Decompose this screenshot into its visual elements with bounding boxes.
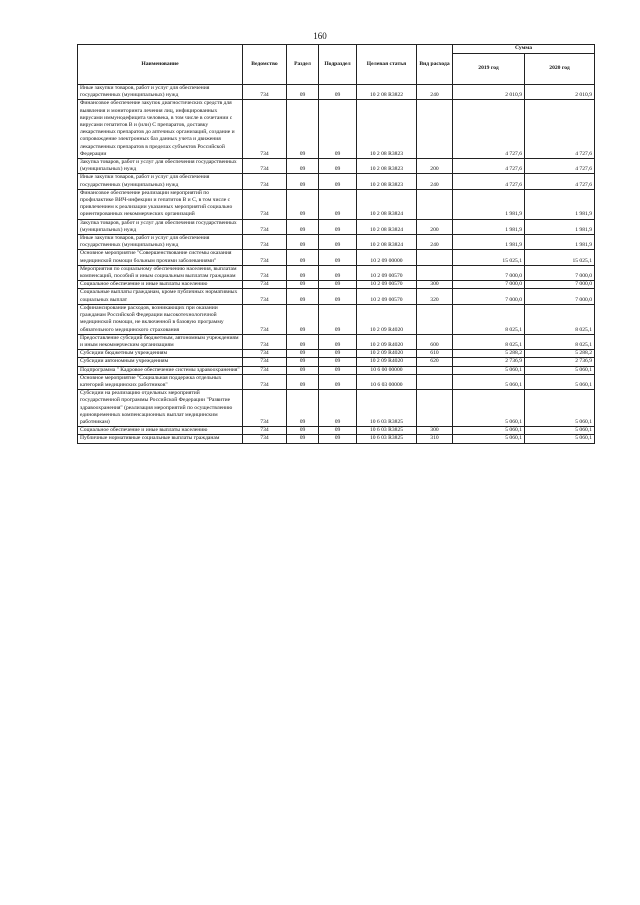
row-2020: 5 060,1 xyxy=(525,427,595,435)
row-target: 10 2 08 R3824 xyxy=(357,235,417,250)
row-target: 10 2 08 R3822 xyxy=(357,85,417,100)
row-dept: 734 xyxy=(243,358,287,366)
row-dept: 734 xyxy=(243,435,287,443)
row-subsection: 09 xyxy=(319,85,357,100)
row-subsection: 09 xyxy=(319,374,357,389)
row-name: Закупка товаров, работ и услуг для обеспечения государственных (муниципальных) нужд xyxy=(78,159,243,174)
row-subsection: 09 xyxy=(319,235,357,250)
row-2020: 2 010,9 xyxy=(525,85,595,100)
row-subsection: 09 xyxy=(319,390,357,427)
row-type: 620 xyxy=(417,358,453,366)
row-subsection: 09 xyxy=(319,265,357,280)
table-row xyxy=(78,85,595,100)
row-subsection: 09 xyxy=(319,427,357,435)
row-type: 240 xyxy=(417,174,453,189)
row-2019: 8 025,1 xyxy=(453,334,525,349)
row-name: Субсидии на реализацию отдельных мероприятий государственной программы Российской Федерации "Развитие здравоохранения" (реализация мероприятий по осуществлению единовременных компенсационных выплат медицинским работникам) xyxy=(78,390,243,427)
row-subsection: 09 xyxy=(319,100,357,159)
row-2019: 2 736,9 xyxy=(453,358,525,366)
row-2019: 1 981,9 xyxy=(453,189,525,219)
header-target: Целевая статья xyxy=(357,45,417,85)
row-dept: 734 xyxy=(243,289,287,304)
row-2020: 7 000,0 xyxy=(525,289,595,304)
table-row xyxy=(78,100,595,159)
row-name: Иные закупки товаров, работ и услуг для обеспечения государственных (муниципальных) нужд xyxy=(78,235,243,250)
table-row xyxy=(78,304,595,334)
row-type xyxy=(417,189,453,219)
row-section: 09 xyxy=(287,366,319,374)
row-2020: 8 025,1 xyxy=(525,304,595,334)
row-target: 10 6 03 R3825 xyxy=(357,390,417,427)
row-dept: 734 xyxy=(243,334,287,349)
header-subsection: Подраздел xyxy=(319,45,357,85)
row-section: 09 xyxy=(287,350,319,358)
row-type: 240 xyxy=(417,235,453,250)
row-name: Субсидии бюджетным учреждениям xyxy=(78,350,243,358)
row-name: Подпрограмма " Кадровое обеспечение системы здравоохранения" xyxy=(78,366,243,374)
row-name: Публичные нормативные социальные выплаты гражданам xyxy=(78,435,243,443)
row-dept: 734 xyxy=(243,174,287,189)
table-row xyxy=(78,281,595,289)
row-subsection: 09 xyxy=(319,435,357,443)
row-dept: 734 xyxy=(243,427,287,435)
table-row xyxy=(78,250,595,265)
row-name: Основное мероприятие "Совершенствование системы оказания медицинской помощи больным прочими заболеваниями" xyxy=(78,250,243,265)
row-2019: 5 060,1 xyxy=(453,427,525,435)
table-row xyxy=(78,350,595,358)
row-2019: 1 981,9 xyxy=(453,235,525,250)
row-type xyxy=(417,100,453,159)
row-section: 09 xyxy=(287,374,319,389)
row-2019: 5 060,1 xyxy=(453,390,525,427)
row-subsection: 09 xyxy=(319,304,357,334)
row-2019: 5 060,1 xyxy=(453,435,525,443)
row-section: 09 xyxy=(287,85,319,100)
row-section: 09 xyxy=(287,289,319,304)
table-row xyxy=(78,390,595,427)
row-target: 10 2 09 00000 xyxy=(357,250,417,265)
row-name: Субсидии автономным учреждениям xyxy=(78,358,243,366)
header-section: Раздел xyxy=(287,45,319,85)
row-dept: 734 xyxy=(243,374,287,389)
row-target: 10 2 09 00570 xyxy=(357,289,417,304)
row-type: 300 xyxy=(417,427,453,435)
row-2020: 5 288,2 xyxy=(525,350,595,358)
row-target: 10 2 09 00570 xyxy=(357,281,417,289)
row-2019: 2 010,9 xyxy=(453,85,525,100)
row-2020: 5 060,1 xyxy=(525,435,595,443)
row-2020: 8 025,1 xyxy=(525,334,595,349)
row-2020: 4 727,6 xyxy=(525,100,595,159)
row-type xyxy=(417,265,453,280)
row-name: Мероприятия по социальному обеспечению населения, выплатам компенсаций, пособий и иным социальным выплатам гражданам xyxy=(78,265,243,280)
row-section: 09 xyxy=(287,219,319,234)
row-2019: 7 000,0 xyxy=(453,289,525,304)
row-target: 10 6 03 00000 xyxy=(357,374,417,389)
row-section: 09 xyxy=(287,100,319,159)
row-type: 610 xyxy=(417,350,453,358)
row-name: Финансовое обеспечение закупок диагностических средств для выявления и мониторинга лечения лиц, инфицированных вирусами иммунодефицита человека, в том числе в сочетании с вирусами гепатитов В и (или) С препаратов, доставку лекарственных препаратов до аптечных организаций, создание и сопровождение электронных баз данных учета и движения лекарственных препаратов в пределах субъектов Российской Федерации xyxy=(78,100,243,159)
header-2019: 2019 год xyxy=(453,54,525,85)
page-number: 160 xyxy=(313,31,327,41)
row-section: 09 xyxy=(287,189,319,219)
row-target: 10 2 09 R4020 xyxy=(357,334,417,349)
table-row xyxy=(78,427,595,435)
row-type: 600 xyxy=(417,334,453,349)
row-subsection: 09 xyxy=(319,219,357,234)
table-row xyxy=(78,289,595,304)
row-2019: 5 060,1 xyxy=(453,366,525,374)
row-name: Финансовое обеспечение реализации мероприятий по профилактике ВИЧ-инфекции и гепатитов В и С, в том числе с привлечением к реализации указанных мероприятий социально ориентированных некоммерческих организаций xyxy=(78,189,243,219)
row-type xyxy=(417,250,453,265)
row-name: Иные закупки товаров, работ и услуг для обеспечения государственных (муниципальных) нужд xyxy=(78,85,243,100)
header-name: Наименование xyxy=(78,45,243,85)
table-row xyxy=(78,265,595,280)
row-2019: 1 981,9 xyxy=(453,219,525,234)
row-type: 200 xyxy=(417,159,453,174)
row-dept: 734 xyxy=(243,235,287,250)
row-dept: 734 xyxy=(243,281,287,289)
row-dept: 734 xyxy=(243,159,287,174)
row-2020: 5 060,1 xyxy=(525,374,595,389)
row-2019: 8 025,1 xyxy=(453,304,525,334)
row-dept: 734 xyxy=(243,366,287,374)
table-row xyxy=(78,435,595,443)
row-section: 09 xyxy=(287,427,319,435)
row-subsection: 09 xyxy=(319,250,357,265)
row-section: 09 xyxy=(287,235,319,250)
row-target: 10 6 03 R3825 xyxy=(357,427,417,435)
row-2019: 4 727,6 xyxy=(453,159,525,174)
table-row xyxy=(78,219,595,234)
header-sum: Сумма xyxy=(453,45,595,54)
row-dept: 734 xyxy=(243,189,287,219)
row-subsection: 09 xyxy=(319,281,357,289)
row-2020: 15 025,1 xyxy=(525,250,595,265)
row-2019: 7 000,0 xyxy=(453,281,525,289)
row-subsection: 09 xyxy=(319,350,357,358)
row-section: 09 xyxy=(287,265,319,280)
row-name: Закупка товаров, работ и услуг для обеспечения государственных (муниципальных) нужд xyxy=(78,219,243,234)
row-name: Социальные выплаты гражданам, кроме публичных нормативных социальных выплат xyxy=(78,289,243,304)
row-section: 09 xyxy=(287,159,319,174)
row-target: 10 6 03 R3825 xyxy=(357,435,417,443)
budget-table xyxy=(77,44,595,444)
header-dept: Ведомство xyxy=(243,45,287,85)
row-dept: 734 xyxy=(243,100,287,159)
row-subsection: 09 xyxy=(319,189,357,219)
row-2020: 4 727,6 xyxy=(525,174,595,189)
row-2019: 5 060,1 xyxy=(453,374,525,389)
row-type xyxy=(417,390,453,427)
row-dept: 734 xyxy=(243,219,287,234)
row-type: 200 xyxy=(417,219,453,234)
row-dept: 734 xyxy=(243,265,287,280)
row-name: Социальное обеспечение и иные выплаты населению xyxy=(78,427,243,435)
row-section: 09 xyxy=(287,174,319,189)
table-row xyxy=(78,374,595,389)
row-type xyxy=(417,304,453,334)
row-name: Софинансирование расходов, возникающих при оказании гражданам Российской Федерации высокотехнологичной медицинской помощи, не включенной в базовую программу обязательного медицинского страхования xyxy=(78,304,243,334)
row-2020: 1 981,9 xyxy=(525,189,595,219)
row-type: 240 xyxy=(417,85,453,100)
row-section: 09 xyxy=(287,390,319,427)
row-type: 300 xyxy=(417,281,453,289)
row-2020: 1 981,9 xyxy=(525,235,595,250)
row-type: 310 xyxy=(417,435,453,443)
row-type xyxy=(417,366,453,374)
row-2019: 4 727,6 xyxy=(453,174,525,189)
row-section: 09 xyxy=(287,435,319,443)
header-2020: 2020 год xyxy=(525,54,595,85)
row-section: 09 xyxy=(287,334,319,349)
row-name: Основное мероприятие "Социальная поддержка отдельных категорий медицинских работников" xyxy=(78,374,243,389)
row-name: Социальное обеспечение и иные выплаты населению xyxy=(78,281,243,289)
row-dept: 734 xyxy=(243,85,287,100)
row-subsection: 09 xyxy=(319,174,357,189)
table-row xyxy=(78,334,595,349)
row-section: 09 xyxy=(287,281,319,289)
row-2020: 2 736,9 xyxy=(525,358,595,366)
row-2019: 7 000,0 xyxy=(453,265,525,280)
row-target: 10 2 09 R4020 xyxy=(357,304,417,334)
table-row xyxy=(78,366,595,374)
row-2020: 5 060,1 xyxy=(525,390,595,427)
row-subsection: 09 xyxy=(319,366,357,374)
row-2020: 5 060,1 xyxy=(525,366,595,374)
row-2020: 7 000,0 xyxy=(525,265,595,280)
row-subsection: 09 xyxy=(319,358,357,366)
row-2019: 4 727,6 xyxy=(453,100,525,159)
row-2019: 15 025,1 xyxy=(453,250,525,265)
row-target: 10 2 08 R3823 xyxy=(357,100,417,159)
header-exp-type: Вид расхода xyxy=(417,45,453,85)
row-target: 10 6 00 00000 xyxy=(357,366,417,374)
table-row xyxy=(78,235,595,250)
row-section: 09 xyxy=(287,304,319,334)
row-dept: 734 xyxy=(243,390,287,427)
row-subsection: 09 xyxy=(319,289,357,304)
table-row xyxy=(78,189,595,219)
table-row xyxy=(78,358,595,366)
row-target: 10 2 09 R4020 xyxy=(357,350,417,358)
row-subsection: 09 xyxy=(319,159,357,174)
row-name: Иные закупки товаров, работ и услуг для обеспечения государственных (муниципальных) нужд xyxy=(78,174,243,189)
row-type: 320 xyxy=(417,289,453,304)
row-target: 10 2 09 00570 xyxy=(357,265,417,280)
row-2019: 5 288,2 xyxy=(453,350,525,358)
row-target: 10 2 08 R3823 xyxy=(357,159,417,174)
row-target: 10 2 09 R4020 xyxy=(357,358,417,366)
row-dept: 734 xyxy=(243,250,287,265)
row-name: Предоставление субсидий бюджетным, автономным учреждениям и иным некоммерческим организациям xyxy=(78,334,243,349)
table-row xyxy=(78,159,595,174)
row-target: 10 2 08 R3824 xyxy=(357,219,417,234)
row-dept: 734 xyxy=(243,304,287,334)
row-2020: 4 727,6 xyxy=(525,159,595,174)
row-type xyxy=(417,374,453,389)
table-row xyxy=(78,174,595,189)
row-subsection: 09 xyxy=(319,334,357,349)
row-dept: 734 xyxy=(243,350,287,358)
row-2020: 7 000,0 xyxy=(525,281,595,289)
row-2020: 1 981,9 xyxy=(525,219,595,234)
row-section: 09 xyxy=(287,250,319,265)
row-target: 10 2 08 R3823 xyxy=(357,174,417,189)
row-target: 10 2 08 R3824 xyxy=(357,189,417,219)
row-section: 09 xyxy=(287,358,319,366)
